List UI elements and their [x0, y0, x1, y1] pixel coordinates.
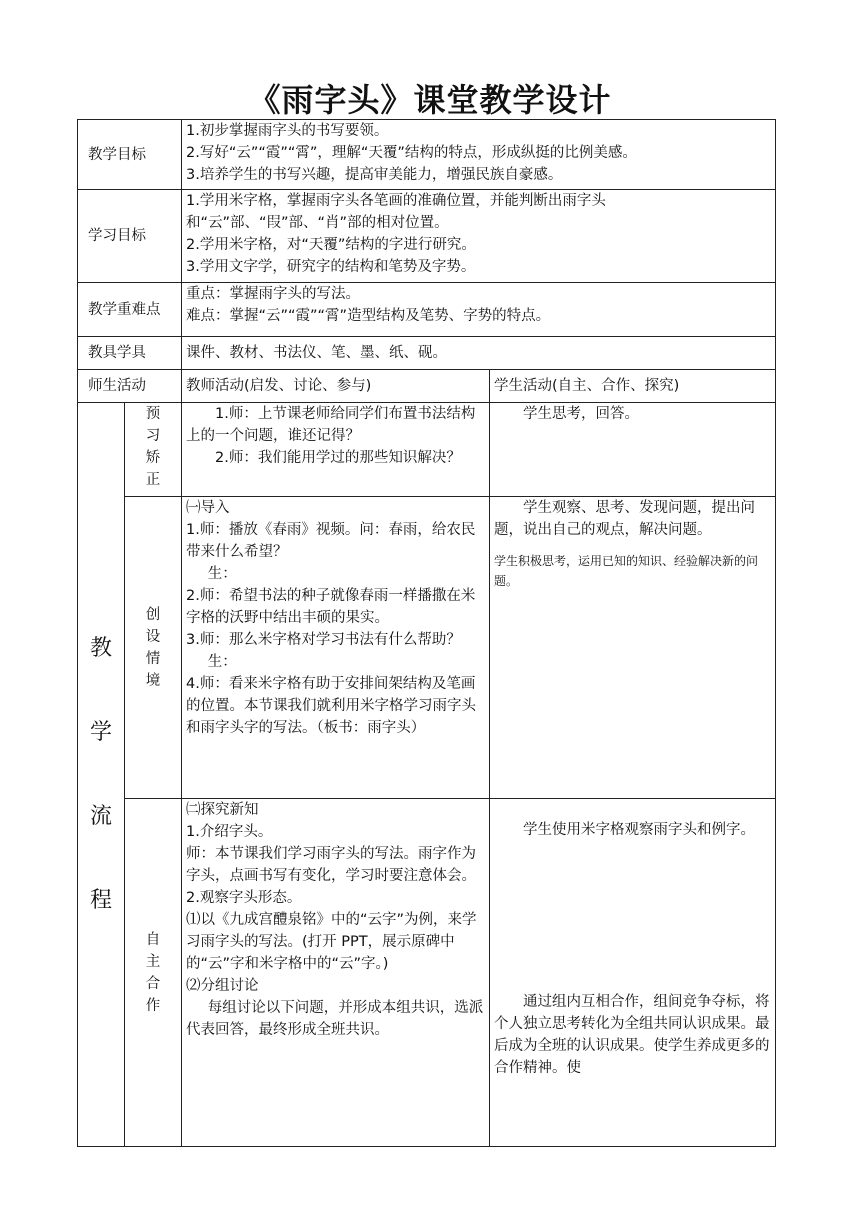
- stage-teacher-context: [182, 497, 490, 799]
- teacher-step: 每组讨论以下问题，并形成本组共识，选派代表回答，最终形成全班共识。: [186, 1000, 484, 1038]
- stage-row-context: [78, 497, 776, 799]
- teacher-step: 1.师：上节课老师给同学们布置书法结构上的一个问题，谁还记得？: [186, 406, 476, 444]
- teacher-step: ⑴以《九成宫醴泉铭》中的“云字”为例，来学习雨字头的写法。(打开 PPT，展示原碑中的“云”字和米字格中的“云”字。): [186, 912, 477, 972]
- learning-goals-content: [182, 190, 776, 283]
- student-step: 学生思考，回答。: [523, 406, 639, 422]
- stage-label-char: 预: [145, 406, 161, 422]
- stage-student-context: [490, 497, 776, 799]
- teaching-goal-item: 2.写好“云”“霞”“霄”，理解“天覆”结构的特点，形成纵挺的比例美感。: [186, 145, 637, 161]
- stage-label-preview: [125, 403, 182, 497]
- stage-row-preview: [78, 403, 776, 497]
- teacher-step: 2.师：希望书法的种子就像春雨一样播撒在米字格的沃野中结出丰硕的果实。: [186, 588, 476, 626]
- learning-goals-label: 学习目标: [78, 190, 182, 283]
- teacher-step: 4.师：看来米字格有助于安排间架结构及笔画的位置。本节课我们就利用米字格学习雨字头和雨字头字的写法。（板书：雨字头）: [186, 676, 476, 736]
- stage-label-char: 自: [145, 931, 161, 948]
- student-step: 学生使用米字格观察雨字头和例字。: [523, 822, 755, 838]
- stage-label-char: 作: [145, 997, 161, 1014]
- teacher-step: 生：: [207, 654, 237, 670]
- stage-student-cooperation: [490, 799, 776, 1147]
- stage-label-char: 习: [145, 428, 161, 444]
- key-point-item: 难点：掌握“云”“霞”“霄”造型结构及笔势、字势的特点。: [186, 308, 551, 324]
- stage-teacher-preview: [182, 403, 490, 497]
- tools-content: 课件、教材、书法仪、笔、墨、纸、砚。: [182, 337, 776, 370]
- stage-label-char: 合: [145, 975, 161, 992]
- stage-teacher-cooperation: [182, 799, 490, 1147]
- stage-row-cooperation: [78, 799, 776, 1147]
- teacher-step: ㈠导入: [186, 500, 230, 516]
- stage-student-preview: [490, 403, 776, 497]
- teaching-goals-label: 教学目标: [78, 120, 182, 190]
- learning-goal-item: 3.学用文字学，研究字的结构和笔势及字势。: [186, 259, 476, 275]
- key-points-label: 教学重难点: [78, 283, 182, 337]
- process-label-char: 学: [89, 719, 112, 745]
- student-step: 学生积极思考，运用已知的知识、经验解决新的问题。: [494, 554, 759, 588]
- teacher-step: 1.师：播放《春雨》视频。问：春雨，给农民带来什么希望？: [186, 522, 476, 560]
- process-label-char: 流: [89, 803, 112, 829]
- teaching-goal-item: 1.初步掌握雨字头的书写要领。: [186, 123, 389, 139]
- stage-label-char: 设: [145, 628, 161, 645]
- student-step: 通过组内互相合作，组间竞争夺标，将个人独立思考转化为全组共同认识成果。最后成为全班的认识成果。使学生养成更多的合作精神。使: [494, 994, 770, 1076]
- student-activities-header: 学生活动(自主、合作、探究): [490, 370, 776, 403]
- stage-label-char: 矫: [145, 450, 161, 466]
- lesson-plan-table: [77, 119, 776, 1147]
- stage-label-char: 正: [145, 472, 161, 488]
- process-label-char: 程: [89, 887, 112, 913]
- activities-header-row: [78, 370, 776, 403]
- teacher-step: 3.师：那么米字格对学习书法有什么帮助？: [186, 632, 461, 648]
- key-points-content: [182, 283, 776, 337]
- teaching-goal-item: 3.培养学生的书写兴趣，提高审美能力，增强民族自豪感。: [186, 167, 563, 183]
- key-point-item: 重点：掌握雨字头的写法。: [186, 286, 360, 302]
- student-step: 学生观察、思考、发现问题，提出问题，说出自己的观点，解决问题。: [494, 500, 755, 538]
- teacher-step: 师：本节课我们学习雨字头的写法。雨字作为字头，点画书写有变化，学习时要注意体会。: [186, 846, 476, 884]
- stage-label-cooperation: [125, 799, 182, 1147]
- stage-label-char: 情: [145, 650, 161, 667]
- teaching-goals-row: [78, 120, 776, 190]
- tools-label: 教具学具: [78, 337, 182, 370]
- stage-label-char: 创: [145, 606, 161, 623]
- process-label: [78, 403, 125, 1147]
- teacher-activities-header: 教师活动(启发、讨论、参与): [182, 370, 490, 403]
- teacher-step: 1.介绍字头。: [186, 824, 273, 840]
- learning-goal-item: 2.学用米字格，对“天覆”结构的字进行研究。: [186, 237, 476, 253]
- teacher-step: ㈡探究新知: [186, 802, 259, 818]
- key-points-row: [78, 283, 776, 337]
- teacher-step: 2.师：我们能用学过的那些知识解决？: [215, 450, 461, 466]
- teacher-step: ⑵分组讨论: [186, 978, 259, 994]
- teaching-goals-content: [182, 120, 776, 190]
- activities-label: 师生活动: [78, 370, 182, 403]
- learning-goals-row: [78, 190, 776, 283]
- stage-label-char: 境: [145, 672, 161, 689]
- document-title: 《雨字头》课堂教学设计: [248, 81, 612, 119]
- stage-label-char: 主: [145, 953, 161, 970]
- tools-row: [78, 337, 776, 370]
- process-label-char: 教: [89, 635, 112, 661]
- learning-goal-item: 1.学用米字格，掌握雨字头各笔画的准确位置，并能判断出雨字头和“云”部、“叚”部、“肖”部的相对位置。: [186, 193, 606, 231]
- teacher-step: 生：: [207, 566, 237, 582]
- teacher-step: 2.观察字头形态。: [186, 890, 302, 906]
- stage-label-context: [125, 497, 182, 799]
